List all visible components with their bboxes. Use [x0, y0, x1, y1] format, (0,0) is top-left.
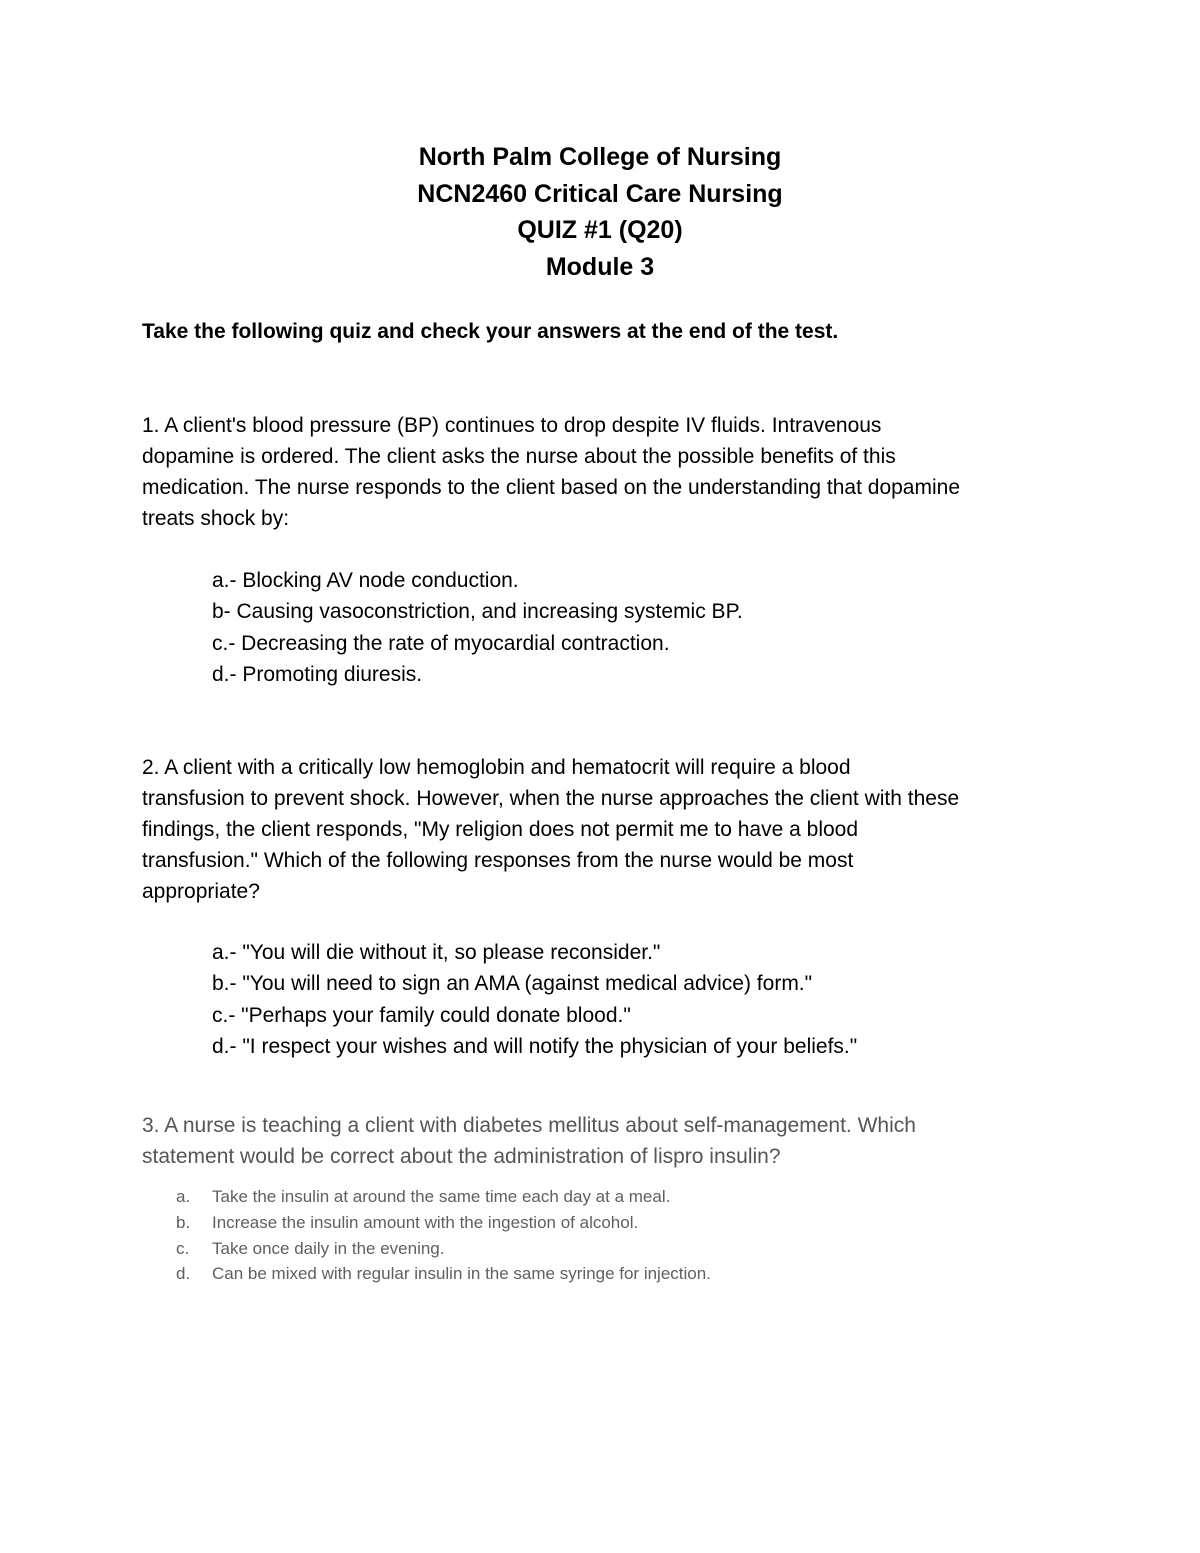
question-2-option-b: b.- "You will need to sign an AMA (against medical advice) form." — [212, 972, 813, 996]
question-1-option-c: c.- Decreasing the rate of myocardial contraction. — [212, 631, 670, 655]
question-3 — [142, 1110, 1072, 1172]
option-text: Can be mixed with regular insulin in the same syringe for injection. — [212, 1264, 711, 1284]
question-3-options — [176, 1184, 711, 1287]
question-2-option-a: a.- "You will die without it, so please reconsider." — [212, 941, 661, 964]
question-1-option-d: d.- Promoting diuresis. — [212, 662, 423, 686]
question-3-option-b — [176, 1210, 711, 1236]
option-text: Take once daily in the evening. — [212, 1238, 445, 1258]
option-letter: a. — [176, 1187, 191, 1206]
question-3-line: 3. A nurse is teaching a client with diabetes mellitus about self-management. Which — [142, 1114, 916, 1137]
question-2-line: transfusion." Which of the following responses from the nurse would be most — [142, 849, 854, 872]
question-1-line: 1. A client's blood pressure (BP) continues to drop despite IV fluids. Intravenous — [142, 414, 882, 437]
document-header — [0, 139, 1200, 285]
option-text: Increase the insulin amount with the ingestion of alcohol. — [212, 1212, 639, 1232]
question-2-line: appropriate? — [142, 880, 260, 903]
question-1-line: dopamine is ordered. The client asks the nurse about the possible benefits of this — [142, 445, 896, 468]
question-3-line: statement would be correct about the administration of lispro insulin? — [142, 1145, 781, 1168]
option-letter: c. — [176, 1238, 190, 1258]
option-text: Take the insulin at around the same time each day at a meal. — [212, 1187, 671, 1206]
question-2 — [142, 752, 1072, 907]
question-3-option-d — [176, 1261, 711, 1287]
question-2-option-d: d.- "I respect your wishes and will notify the physician of your beliefs." — [212, 1034, 858, 1058]
question-1-options — [212, 565, 743, 690]
course-title: NCN2460 Critical Care Nursing — [417, 179, 783, 208]
question-2-option-c: c.- "Perhaps your family could donate blood." — [212, 1003, 631, 1027]
instructions: Take the following quiz and check your answers at the end of the test. — [142, 320, 839, 343]
option-letter: d. — [176, 1264, 191, 1284]
quiz-title: QUIZ #1 (Q20) — [517, 216, 683, 244]
question-1-option-b: b- Causing vasoconstriction, and increasing systemic BP. — [212, 600, 743, 624]
question-1 — [142, 410, 1072, 534]
question-1-option-a: a.- Blocking AV node conduction. — [212, 569, 519, 592]
question-2-line: 2. A client with a critically low hemoglobin and hematocrit will require a blood — [142, 756, 851, 779]
question-1-line: treats shock by: — [142, 507, 290, 530]
college-name: North Palm College of Nursing — [418, 143, 782, 171]
module-title: Module 3 — [545, 252, 655, 281]
question-3-option-c — [176, 1236, 711, 1262]
question-2-line: findings, the client responds, "My religion does not permit me to have a blood — [142, 818, 859, 841]
question-1-line: medication. The nurse responds to the client based on the understanding that dopamine — [142, 476, 960, 499]
question-2-options — [212, 937, 857, 1062]
question-2-line: transfusion to prevent shock. However, when the nurse approaches the client with these — [142, 787, 960, 810]
option-letter: b. — [176, 1212, 191, 1232]
question-3-option-a — [176, 1184, 711, 1210]
